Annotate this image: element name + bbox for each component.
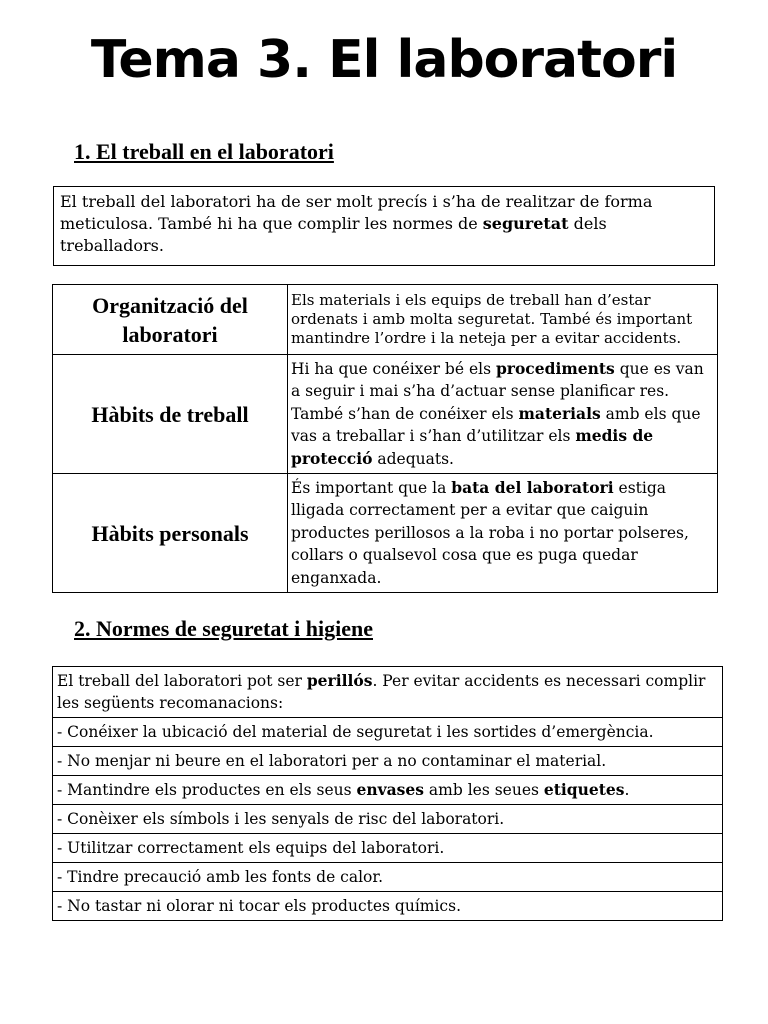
rule-text: amb les seues: [424, 781, 544, 799]
intro-text-end: dels treballadors.: [60, 214, 607, 255]
row-label: Organització del laboratori: [53, 285, 288, 355]
row-text-part: Hi ha que conéixer bé els: [291, 359, 496, 378]
row-text-bold: medis de protecció: [291, 426, 654, 468]
rule-text: - Mantindre els productes en els seus: [57, 781, 357, 799]
row-text-part: Els materials i els equips de treball han d’estar ordenats i amb molta seguretat. També és important mantindre l’ordre i la neteja per a evitar accidents.: [291, 291, 693, 347]
row-text-bold: bata del laboratori: [451, 477, 614, 497]
section-1-heading: 1. El treball en el laboratori: [74, 139, 334, 164]
row-text-bold: materials: [518, 403, 601, 423]
rule-text: .: [624, 781, 630, 799]
table-row: [53, 805, 723, 834]
row-text: [288, 355, 718, 474]
row-text-bold: procediments: [495, 358, 615, 378]
safety-rules-table: [52, 666, 723, 921]
rule-bold: envases: [356, 780, 424, 799]
rule-bold: etiquetes: [543, 780, 625, 799]
table-row: [53, 718, 723, 747]
table-row: [53, 285, 718, 355]
row-text-part: estiga lligada correctament per a evitar que caiguin productes perillosos a la roba i no portar polseres, collars o qualsevol cosa que es puga quedar enganxada.: [291, 478, 689, 587]
table-row: [53, 834, 723, 863]
table-row: [53, 747, 723, 776]
rule-item: - Tindre precaució amb les fonts de calor.: [53, 863, 723, 892]
row-text-part: que es van a seguir i mai s’ha d’actuar sense planificar res. També s’han de conéixer els: [291, 359, 704, 423]
row-text-part: adequats.: [372, 449, 454, 468]
rule-item: - Conéixer la ubicació del material de seguretat i les sortides d’emergència.: [53, 718, 723, 747]
row-text: [288, 285, 718, 355]
lab-organization-table: [52, 284, 718, 593]
row-label: Hàbits personals: [53, 474, 288, 593]
rule-item: - Conèixer els símbols i les senyals de risc del laboratori.: [53, 805, 723, 834]
rules-intro-bold: perillós: [306, 671, 373, 690]
row-label: Hàbits de treball: [53, 355, 288, 474]
table-row: [53, 892, 723, 921]
table-row: [53, 776, 723, 805]
rules-intro-text-end: . Per evitar accidents es necessari complir les següents recomanacions:: [57, 672, 706, 712]
rules-intro-text: El treball del laboratori pot ser: [57, 672, 307, 690]
section-1-intro: [53, 186, 715, 266]
table-row: [53, 474, 718, 593]
rules-intro: [53, 667, 723, 718]
row-text-part: És important que la: [291, 478, 452, 497]
rule-item: - No tastar ni olorar ni tocar els productes químics.: [53, 892, 723, 921]
rule-item: - No menjar ni beure en el laboratori per a no contaminar el material.: [53, 747, 723, 776]
table-row: [53, 863, 723, 892]
rule-item: - Utilitzar correctament els equips del laboratori.: [53, 834, 723, 863]
row-text-part: amb els que vas a treballar i s’han d’utilitzar els: [291, 404, 701, 446]
table-row: [53, 355, 718, 474]
page-title: Tema 3. El laboratori: [90, 30, 678, 90]
row-text: [288, 474, 718, 593]
intro-bold-seguretat: seguretat: [482, 214, 569, 233]
intro-text: El treball del laboratori ha de ser molt precís i s’ha de realitzar de forma meticulosa. També hi ha que complir les normes de: [60, 192, 653, 233]
rule-item: [53, 776, 723, 805]
section-2-heading: 2. Normes de seguretat i higiene: [74, 616, 373, 641]
table-row: [53, 667, 723, 718]
